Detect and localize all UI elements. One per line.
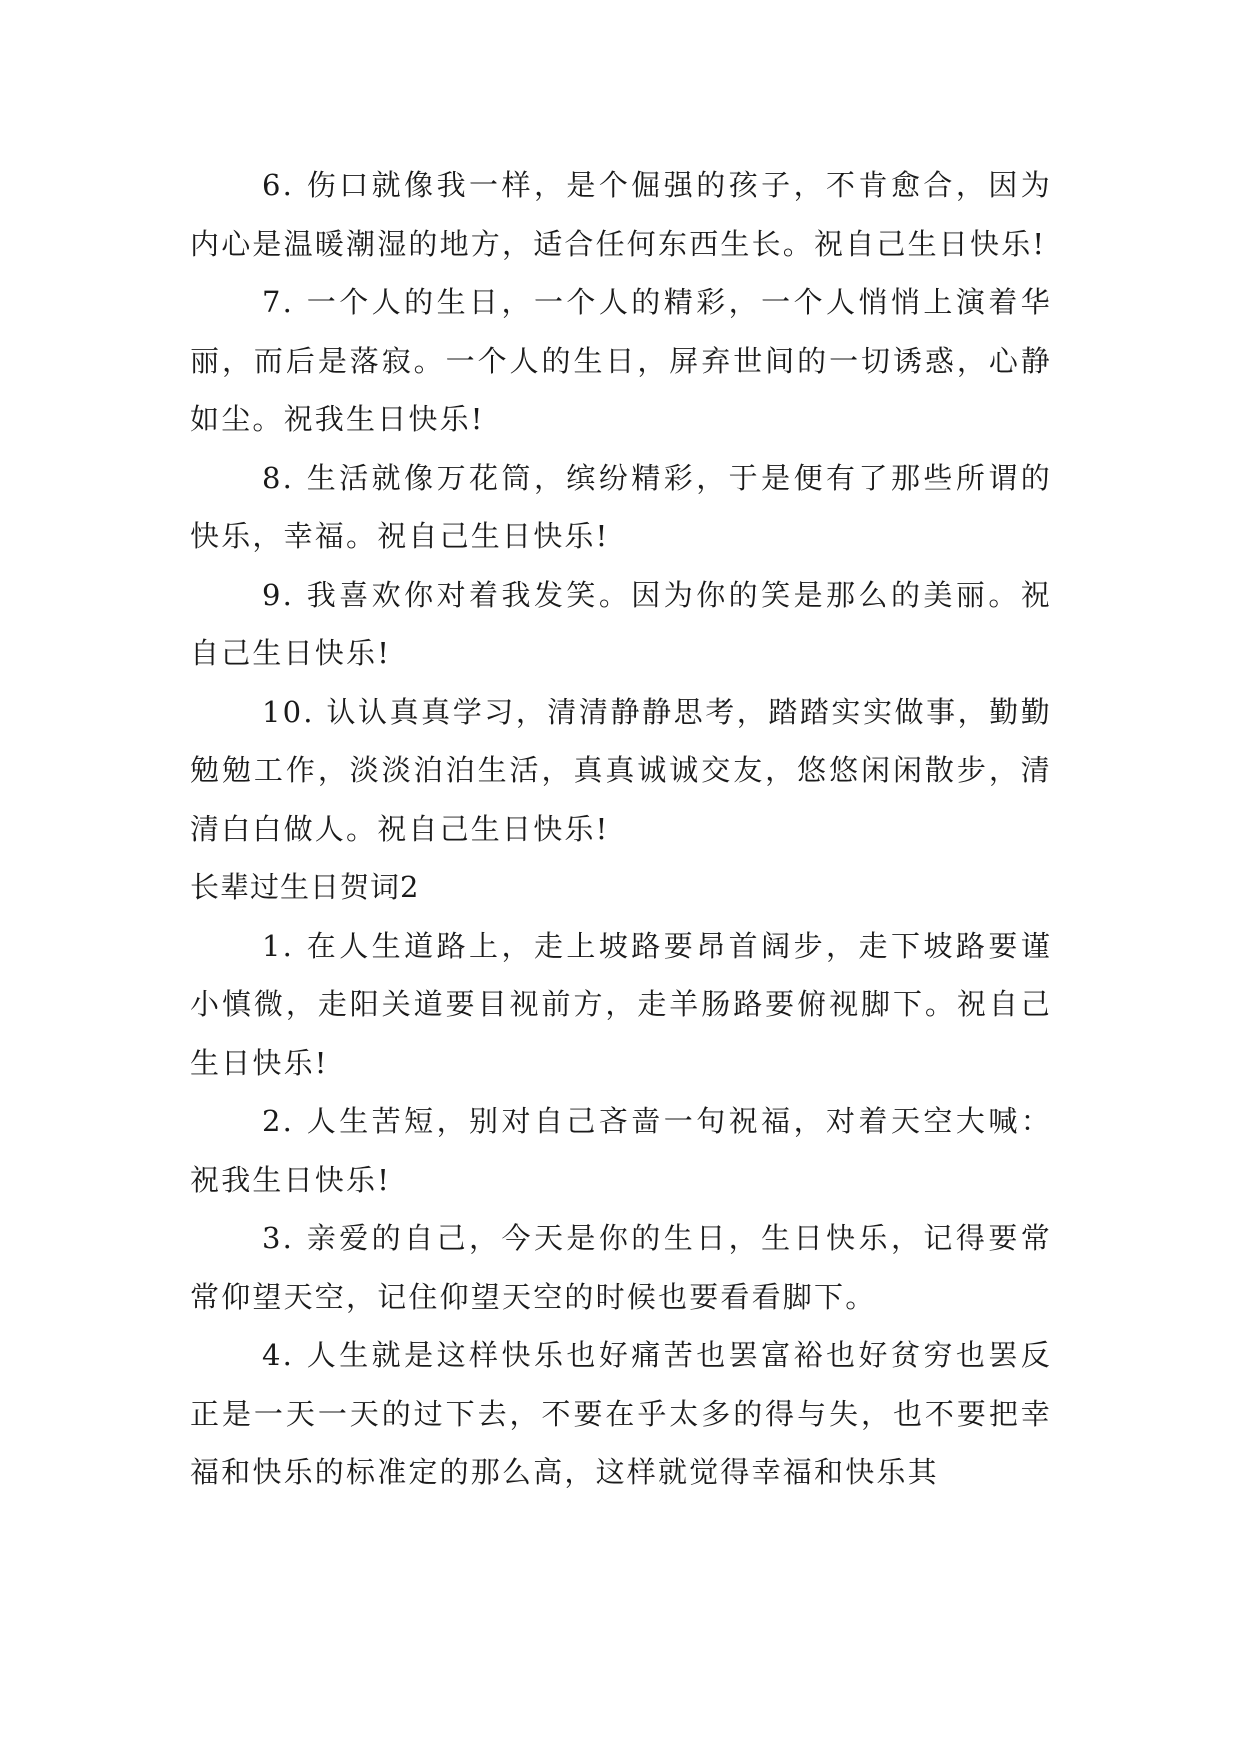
document-page [190, 156, 1052, 1502]
paragraph-item-9: 9. 我喜欢你对着我发笑。因为你的笑是那么的美丽。祝自己生日快乐! [190, 577, 1052, 670]
paragraph-item-3: 3. 亲爱的自己，今天是你的生日，生日快乐，记得要常常仰望天空，记住仰望天空的时候也要看看脚下。 [190, 1221, 1052, 1314]
paragraph-item-6: 6. 伤口就像我一样，是个倔强的孩子，不肯愈合，因为内心是温暖潮湿的地方，适合任何东西生长。祝自己生日快乐! [190, 168, 1052, 261]
paragraph-item-7: 7. 一个人的生日，一个人的精彩，一个人悄悄上演着华丽，而后是落寂。一个人的生日，屏弃世间的一切诱惑，心静如尘。祝我生日快乐! [190, 285, 1052, 436]
paragraph-item-2: 2. 人生苦短，别对自己吝啬一句祝福，对着天空大喊：祝我生日快乐! [190, 1104, 1052, 1197]
paragraph-item-4: 4. 人生就是这样快乐也好痛苦也罢富裕也好贫穷也罢反正是一天一天的过下去，不要在乎太多的得与失，也不要把幸福和快乐的标准定的那么高，这样就觉得幸福和快乐其 [190, 1338, 1052, 1489]
paragraph-item-1: 1. 在人生道路上，走上坡路要昂首阔步，走下坡路要谨小慎微，走阳关道要目视前方，走羊肠路要俯视脚下。祝自己生日快乐! [190, 928, 1052, 1080]
paragraph-item-8: 8. 生活就像万花筒，缤纷精彩，于是便有了那些所谓的快乐，幸福。祝自己生日快乐! [190, 460, 1052, 553]
paragraph-item-10: 10. 认认真真学习，清清静静思考，踏踏实实做事，勤勤勉勉工作，淡淡泊泊生活，真真诚诚交友，悠悠闲闲散步，清清白白做人。祝自己生日快乐! [190, 694, 1052, 846]
section-heading: 长辈过生日贺词2 [190, 870, 420, 904]
